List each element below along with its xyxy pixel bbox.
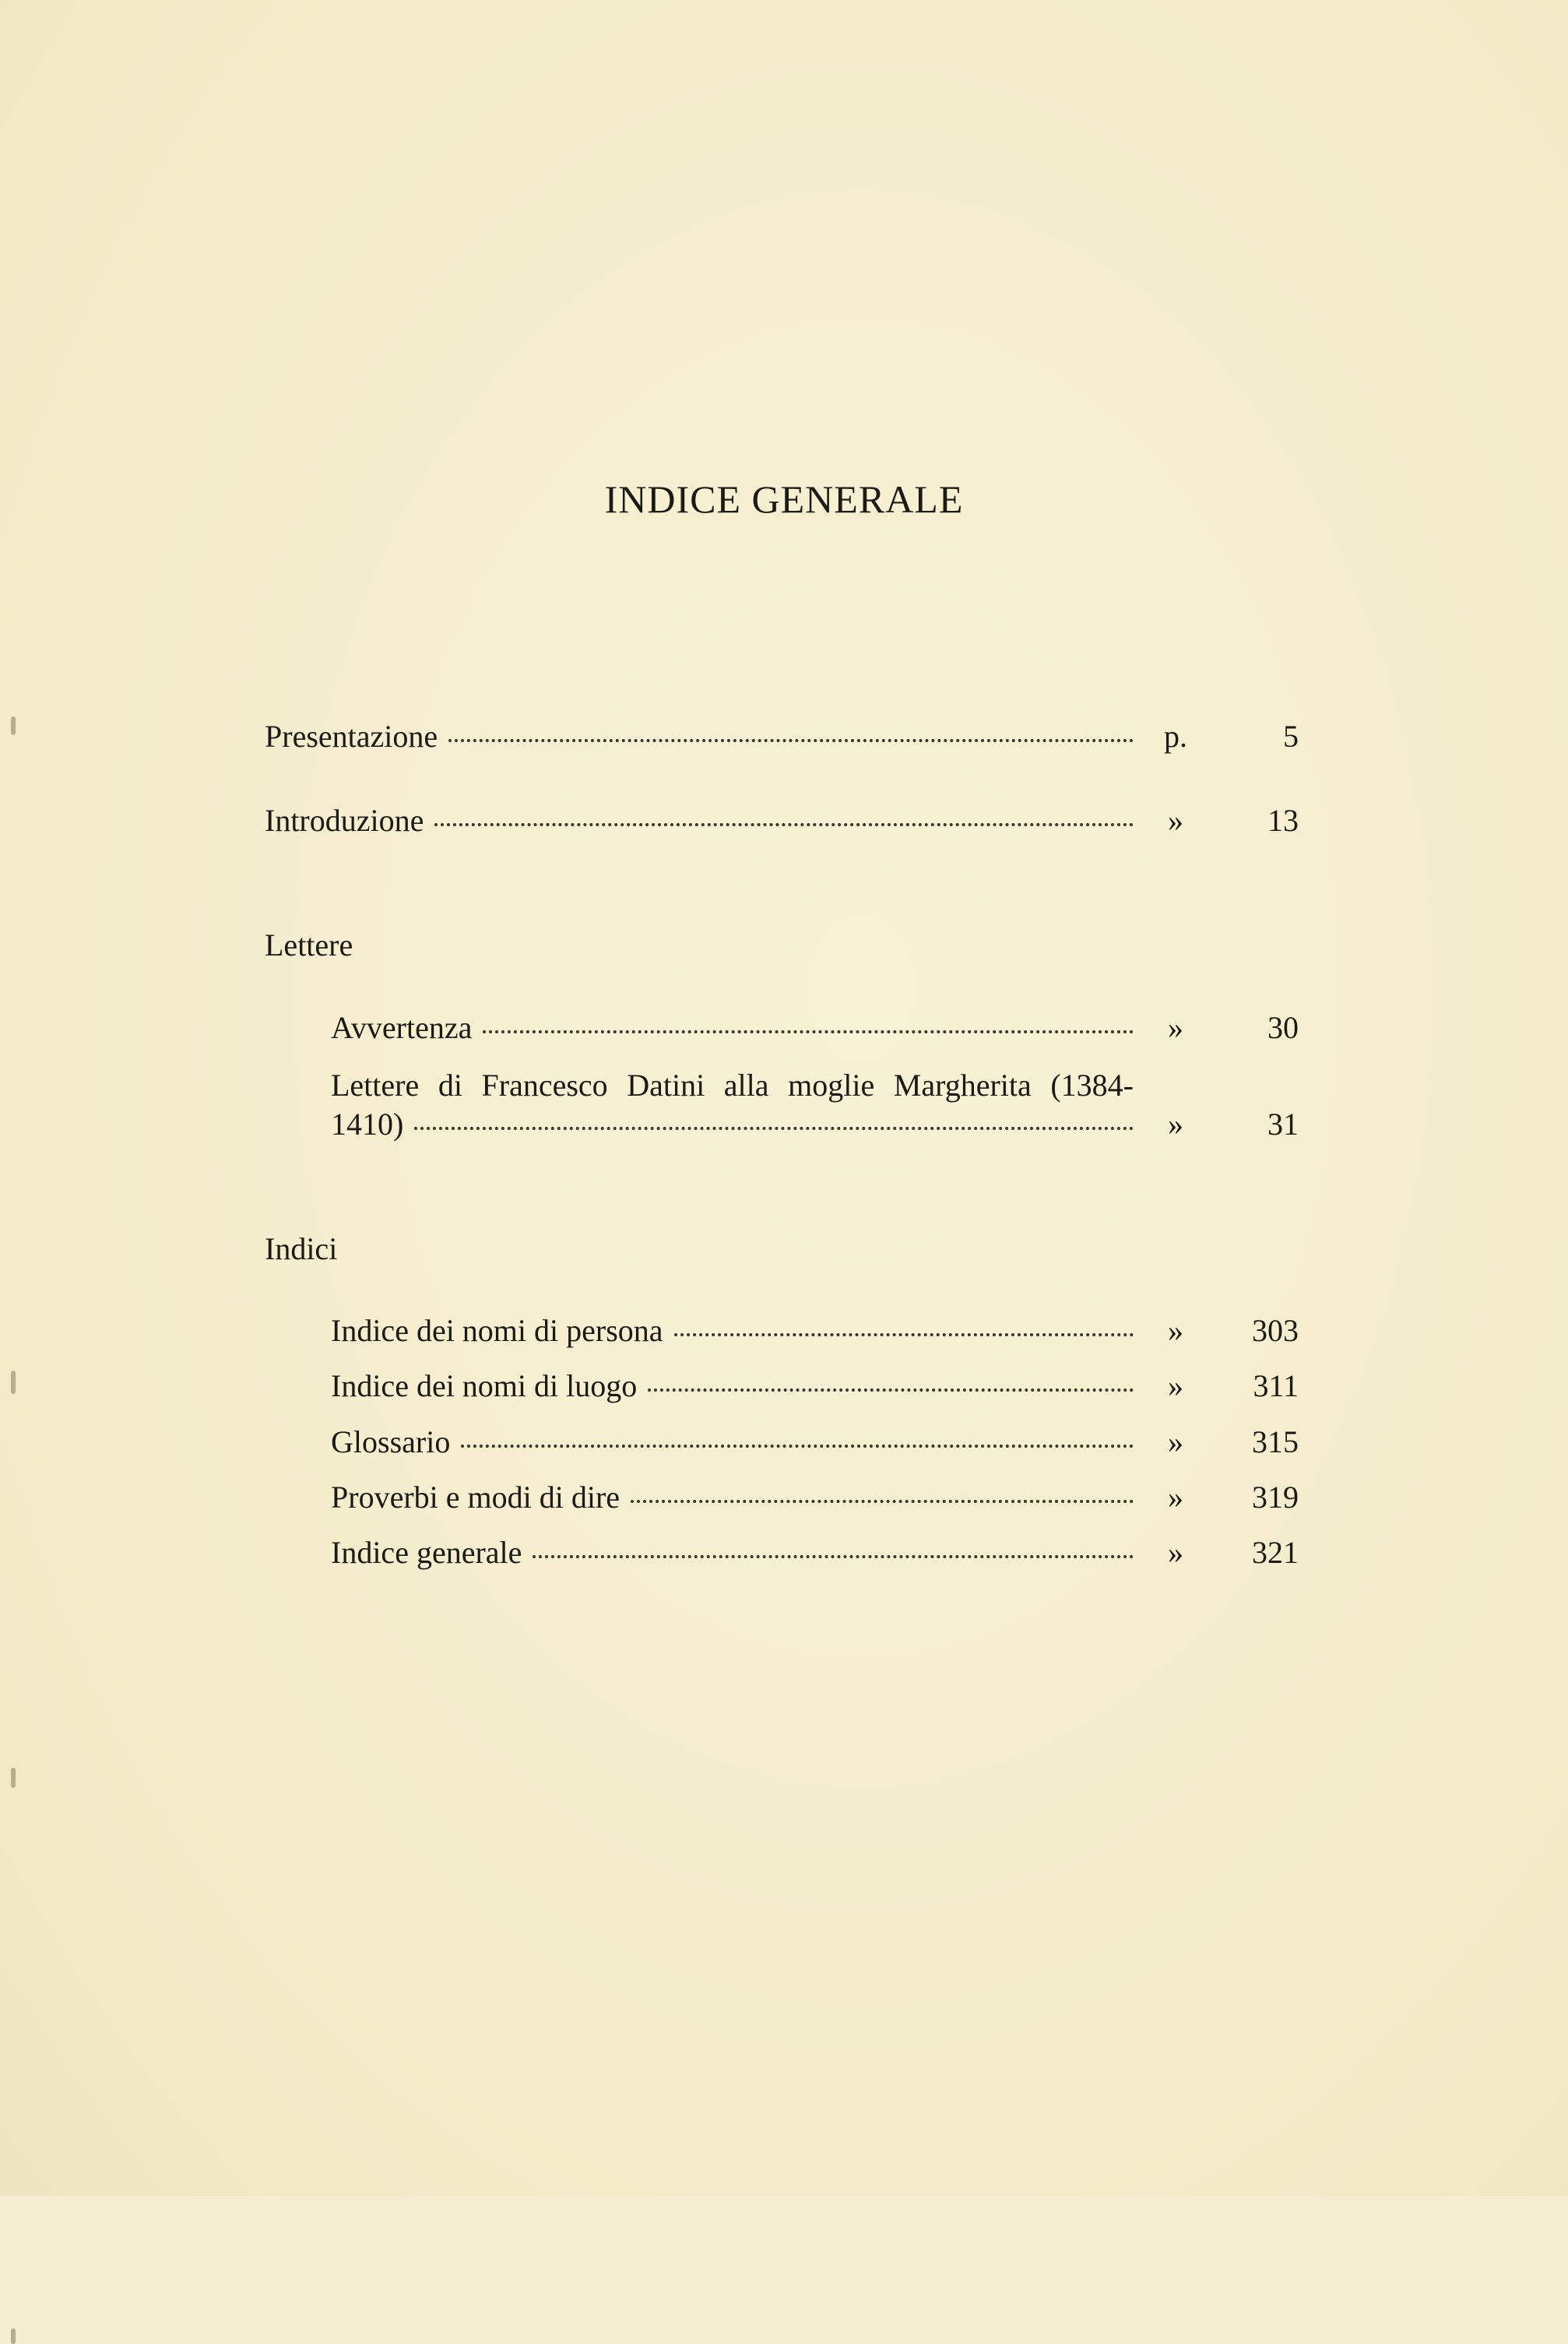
toc-entry-marker: » <box>1168 803 1183 838</box>
dot-leader <box>533 1555 1134 1558</box>
toc-entry-label: Glossario <box>331 1424 451 1459</box>
paper-edge-mark <box>11 2328 16 2344</box>
toc-entry-page: 311 <box>1253 1368 1299 1403</box>
dot-leader <box>648 1388 1134 1392</box>
section-heading-lettere: Lettere <box>265 927 353 963</box>
toc-entry-nomi-luogo <box>331 1367 1134 1405</box>
toc-entry-marker: » <box>1168 1313 1183 1348</box>
toc-entry-label: Introduzione <box>265 803 424 838</box>
toc-entry-marker: » <box>1168 1368 1183 1403</box>
toc-entry-marker: » <box>1168 1535 1183 1570</box>
toc-entry-marker: » <box>1168 1107 1183 1142</box>
toc-entry-label: Presentazione <box>265 719 438 754</box>
toc-entry-page: 30 <box>1267 1010 1299 1045</box>
toc-entry-page: 315 <box>1252 1424 1299 1459</box>
toc-entry-marker: » <box>1168 1010 1183 1045</box>
toc-entry-nomi-persona <box>331 1312 1134 1350</box>
toc-entry-label: 1410) <box>331 1107 404 1142</box>
toc-entry-indice-generale <box>331 1534 1134 1571</box>
toc-entry-presentazione <box>265 718 1134 755</box>
dot-leader <box>414 1127 1134 1130</box>
toc-entry-page: 303 <box>1252 1313 1299 1348</box>
toc-entry-label-line1: Lettere di Francesco Datini alla moglie Margherita (1384- <box>331 1068 1134 1103</box>
page-title: INDICE GENERALE <box>604 477 964 521</box>
dot-leader <box>483 1030 1134 1033</box>
toc-entry-label: Avvertenza <box>331 1010 473 1045</box>
toc-entry-page: 319 <box>1252 1480 1299 1515</box>
toc-entry-marker: » <box>1168 1480 1183 1515</box>
dot-leader <box>674 1333 1134 1336</box>
dot-leader <box>631 1500 1134 1503</box>
toc-entry-marker: p. <box>1164 719 1187 754</box>
dot-leader <box>434 823 1134 826</box>
toc-entry-proverbi <box>331 1479 1134 1516</box>
toc-entry-label: Indice dei nomi di persona <box>331 1313 663 1348</box>
toc-entry-label: Proverbi e modi di dire <box>331 1480 621 1515</box>
toc-entry-glossario <box>331 1424 1134 1461</box>
toc-entry-label: Indice dei nomi di luogo <box>331 1368 638 1403</box>
toc-entry-introduzione <box>265 802 1134 839</box>
toc-entry-avvertenza <box>331 1009 1134 1047</box>
toc-entry-label: Indice generale <box>331 1535 522 1570</box>
dot-leader <box>461 1445 1134 1448</box>
toc-entry-lettere-datini <box>331 1106 1134 1143</box>
toc-entry-page: 31 <box>1267 1107 1299 1142</box>
section-heading-indici: Indici <box>265 1231 338 1266</box>
toc-entry-page: 321 <box>1252 1535 1299 1570</box>
toc-entry-page: 5 <box>1283 719 1299 754</box>
toc-entry-marker: » <box>1168 1424 1183 1459</box>
dot-leader <box>448 739 1134 742</box>
toc-entry-page: 13 <box>1267 803 1299 838</box>
